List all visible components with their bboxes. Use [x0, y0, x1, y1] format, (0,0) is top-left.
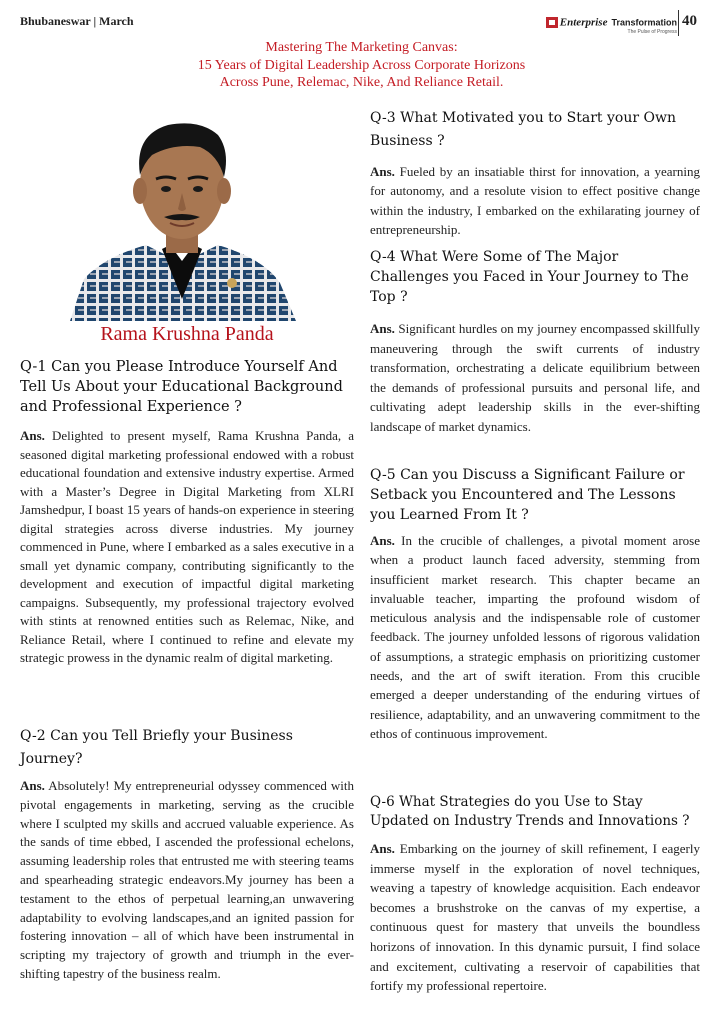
answer-4	[370, 319, 700, 437]
answer-label: Ans.	[370, 321, 395, 336]
answer-text: Absolutely! My entrepreneurial odyssey commenced with pivotal engagements in marketing, serving as the crucible where I sculpted my skills and accrued valuable experience. As the sands of time ebbed, I ascended the professional echelons, assuming leadership roles that entrusted me with steering teams and spearheading strategic endeavors.My journey has been a testament to the ethos of perpetual learning,an unwavering adaptability to evolving landscapes,and an ignited passion for fostering innovation – all of which have been instrumental in scripting my trajectory of growth and triumph in the ever-shifting tapestry of the business realm.	[20, 778, 354, 981]
logo-tagline: The Pulse of Progress	[627, 29, 677, 35]
issue-location-date: Bhubaneswar | March	[20, 14, 134, 28]
qa-block-1	[20, 357, 354, 668]
left-eye	[161, 186, 171, 192]
answer-text: Embarking on the journey of skill refinement, I eagerly immerse myself in the exploration of novel techniques, weaving a tapestry of knowledge acquisition. Each endeavor becomes a brushstroke on the canvas of my expertise, a continuous quest for mastery that unveils the boundless horizons of innovation. In this dynamic pursuit, I find solace and excitement, cultivating a reservoir of capabilities that fortify my professional repertoire.	[370, 841, 700, 994]
answer-text: Significant hurdles on my journey encompassed skillfully maneuvering through the swift currents of industry transformation, orchestrating a delicate equilibrium between the demands of professional pursuits and personal life, and cultivating adept leadership skills in the ever-shifting landscape of market dynamics.	[370, 321, 700, 434]
left-ear	[133, 178, 147, 204]
question-3: Q-3 What Motivated you to Start your Own Business ?	[370, 110, 676, 149]
logo-brand: Enterprise	[559, 16, 608, 29]
answer-label: Ans.	[370, 841, 395, 856]
answer-3	[370, 162, 700, 240]
page-number-divider	[678, 10, 679, 36]
question-4: Q-4 What Were Some of The Major Challenges you Faced in Your Journey to The Top ?	[370, 249, 689, 305]
question-6: Q-6 What Strategies do you Use to Stay Updated on Industry Trends and Innovations ?	[370, 794, 690, 829]
qa-block-5	[370, 465, 700, 743]
logo-brand-word: Transformation	[611, 17, 677, 28]
title-line-3: Across Pune, Relemac, Nike, And Reliance Retail.	[219, 75, 504, 90]
answer-text: Delighted to present myself, Rama Krushna Panda, a seasoned digital marketing professional endowed with a robust educational foundation and extensive industry expertise. Armed with a Master’s Degree in Digital Marketing from XLRI Jamshedpur, I boast 15 years of hands-on experience in steering digital strategies across diverse industries. My journey commenced in Pune, where I embarked as a sales executive in a small yet dynamic company, contributing significantly to the development and execution of impactful digital marketing campaigns. Subsequently, my professional trajectory evolved with stints at renowned entities such as Relemac, Nike, and Reliance Retail, where I continued to refine and elevate my strategic prowess in the dynamic realm of digital marketing.	[20, 428, 354, 665]
title-line-1: Mastering The Marketing Canvas:	[265, 40, 458, 55]
answer-text: In the crucible of challenges, a pivotal moment arose when a product launch faced adversity, stemming from insufficient market research. This chapter became an invaluable teacher, imparting the profound wisdom of meticulous analysis and the indispensable role of customer feedback. The journey unfolded lessons of rigorous validation of assumptions, a strategic emphasis on prioritizing customer needs, and the art of swift iteration. From this crucible emerged a deeper understanding of the enduring virtues of resilience, adaptability, and an unwavering commitment to the ethos of continuous improvement.	[370, 533, 700, 741]
answer-1	[20, 427, 354, 668]
right-ear	[217, 178, 231, 204]
answer-2	[20, 777, 354, 984]
question-5: Q-5 Can you Discuss a Significant Failure or Setback you Encountered and The Lessons you Learned From It ?	[370, 467, 685, 523]
answer-label: Ans.	[370, 533, 395, 548]
qa-block-3	[370, 107, 700, 240]
right-eye	[193, 186, 203, 192]
answer-6	[370, 839, 700, 996]
qa-block-6	[370, 793, 700, 996]
qa-block-4	[370, 247, 700, 437]
answer-label: Ans.	[20, 428, 45, 443]
answer-label: Ans.	[370, 164, 395, 179]
answer-5	[370, 531, 700, 743]
enterprise-transformation-logo	[527, 13, 677, 35]
portrait-caption: Rama Krushna Panda	[100, 323, 274, 345]
answer-text: Fueled by an insatiable thirst for innovation, a yearning for autonomy, and a resolute vision to effect positive change within the industry, I embarked on the exhilarating journey of entrepreneurship.	[370, 164, 700, 238]
title-line-2: 15 Years of Digital Leadership Across Corporate Horizons	[197, 57, 526, 73]
answer-label: Ans.	[20, 778, 45, 793]
qa-block-2	[20, 725, 354, 984]
portrait-photo	[60, 99, 304, 321]
lapel-pin	[227, 278, 237, 288]
logo-mark-icon	[546, 17, 558, 28]
page-number: 40	[682, 13, 697, 29]
article-title	[120, 39, 603, 92]
question-2: Q-2 Can you Tell Briefly your Business Journey?	[20, 728, 293, 767]
question-1: Q-1 Can you Please Introduce Yourself And Tell Us About your Educational Background and Professional Experience ?	[20, 359, 343, 415]
